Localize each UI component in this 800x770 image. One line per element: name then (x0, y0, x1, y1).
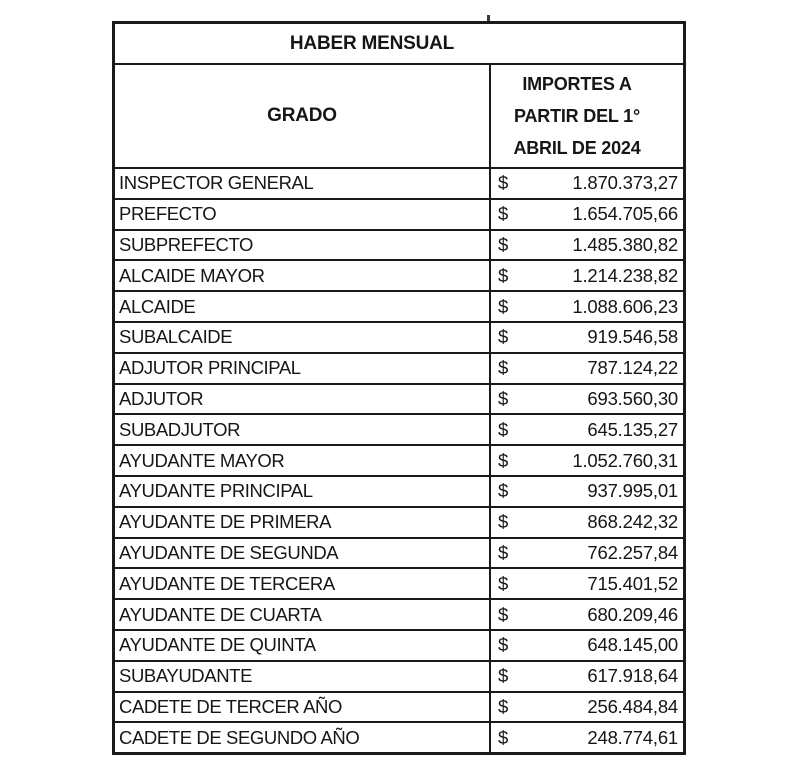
amount-cell (491, 292, 683, 321)
amount-cell (491, 539, 683, 568)
amount-value: 1.654.705,66 (572, 203, 678, 225)
grade-cell: ALCAIDE MAYOR (115, 261, 491, 290)
amount-cell (491, 169, 683, 198)
currency-symbol: $ (498, 511, 509, 533)
amount-value: 256.484,84 (587, 695, 678, 717)
amount-cell (491, 600, 683, 629)
amount-value: 1.870.373,27 (572, 172, 678, 194)
amount-cell (491, 693, 683, 722)
amount-value: 762.257,84 (587, 541, 678, 563)
amount-value: 1.214.238,82 (572, 264, 678, 286)
currency-symbol: $ (498, 233, 509, 255)
grade-cell: SUBADJUTOR (115, 415, 491, 444)
table-row (115, 569, 683, 600)
amount-value: 248.774,61 (587, 726, 678, 748)
table-row (115, 662, 683, 693)
grade-column-header: GRADO (115, 65, 491, 167)
amount-value: 693.560,30 (587, 387, 678, 409)
amount-cell (491, 385, 683, 414)
currency-symbol: $ (498, 449, 509, 471)
grade-cell: CADETE DE TERCER AÑO (115, 693, 491, 722)
table-row (115, 231, 683, 262)
amount-header-line2: PARTIR DEL 1° (514, 106, 640, 126)
currency-symbol: $ (498, 665, 509, 687)
grade-cell: AYUDANTE DE CUARTA (115, 600, 491, 629)
grade-cell: AYUDANTE DE SEGUNDA (115, 539, 491, 568)
currency-symbol: $ (498, 695, 509, 717)
table-row (115, 169, 683, 200)
grade-cell: PREFECTO (115, 200, 491, 229)
amount-value: 648.145,00 (587, 634, 678, 656)
amount-cell (491, 508, 683, 537)
amount-cell (491, 354, 683, 383)
table-row (115, 385, 683, 416)
amount-value: 1.088.606,23 (572, 295, 678, 317)
amount-cell (491, 323, 683, 352)
amount-cell (491, 261, 683, 290)
currency-symbol: $ (498, 634, 509, 656)
amount-cell (491, 631, 683, 660)
grade-cell: AYUDANTE DE TERCERA (115, 569, 491, 598)
grade-cell: SUBALCAIDE (115, 323, 491, 352)
amount-value: 868.242,32 (587, 511, 678, 533)
grade-cell: ADJUTOR (115, 385, 491, 414)
grade-cell: AYUDANTE DE QUINTA (115, 631, 491, 660)
amount-value: 937.995,01 (587, 480, 678, 502)
amount-cell (491, 231, 683, 260)
currency-symbol: $ (498, 387, 509, 409)
table-row (115, 323, 683, 354)
table-row (115, 477, 683, 508)
amount-cell (491, 446, 683, 475)
currency-symbol: $ (498, 172, 509, 194)
grade-cell: SUBAYUDANTE (115, 662, 491, 691)
table-row (115, 200, 683, 231)
amount-cell (491, 569, 683, 598)
amount-cell (491, 662, 683, 691)
amount-cell (491, 723, 683, 752)
table-row (115, 508, 683, 539)
table-row (115, 261, 683, 292)
amount-column-header (491, 65, 683, 167)
currency-symbol: $ (498, 572, 509, 594)
grade-cell: SUBPREFECTO (115, 231, 491, 260)
table-row (115, 631, 683, 662)
currency-symbol: $ (498, 295, 509, 317)
amount-cell (491, 415, 683, 444)
amount-header-line3: ABRIL DE 2024 (513, 138, 641, 158)
haber-mensual-table (112, 21, 686, 755)
table-header-row (115, 65, 683, 169)
table-row (115, 723, 683, 752)
amount-value: 645.135,27 (587, 418, 678, 440)
table-row (115, 693, 683, 724)
amount-value: 617.918,64 (587, 665, 678, 687)
currency-symbol: $ (498, 541, 509, 563)
table-row (115, 446, 683, 477)
currency-symbol: $ (498, 357, 509, 379)
grade-cell: AYUDANTE MAYOR (115, 446, 491, 475)
table-row (115, 354, 683, 385)
amount-value: 715.401,52 (587, 572, 678, 594)
grade-cell: ALCAIDE (115, 292, 491, 321)
currency-symbol: $ (498, 480, 509, 502)
amount-value: 1.052.760,31 (572, 449, 678, 471)
amount-cell (491, 477, 683, 506)
grade-cell: AYUDANTE DE PRIMERA (115, 508, 491, 537)
table-row (115, 539, 683, 570)
table-row (115, 415, 683, 446)
amount-cell (491, 200, 683, 229)
currency-symbol: $ (498, 726, 509, 748)
table-row (115, 292, 683, 323)
currency-symbol: $ (498, 418, 509, 440)
currency-symbol: $ (498, 203, 509, 225)
amount-value: 680.209,46 (587, 603, 678, 625)
currency-symbol: $ (498, 264, 509, 286)
currency-symbol: $ (498, 603, 509, 625)
grade-cell: INSPECTOR GENERAL (115, 169, 491, 198)
table-row (115, 600, 683, 631)
amount-value: 1.485.380,82 (572, 233, 678, 255)
amount-value: 919.546,58 (587, 326, 678, 348)
table-title: HABER MENSUAL (115, 24, 683, 65)
grade-cell: ADJUTOR PRINCIPAL (115, 354, 491, 383)
currency-symbol: $ (498, 326, 509, 348)
grade-cell: CADETE DE SEGUNDO AÑO (115, 723, 491, 752)
grade-cell: AYUDANTE PRINCIPAL (115, 477, 491, 506)
amount-value: 787.124,22 (587, 357, 678, 379)
amount-header-line1: IMPORTES A (522, 74, 632, 94)
